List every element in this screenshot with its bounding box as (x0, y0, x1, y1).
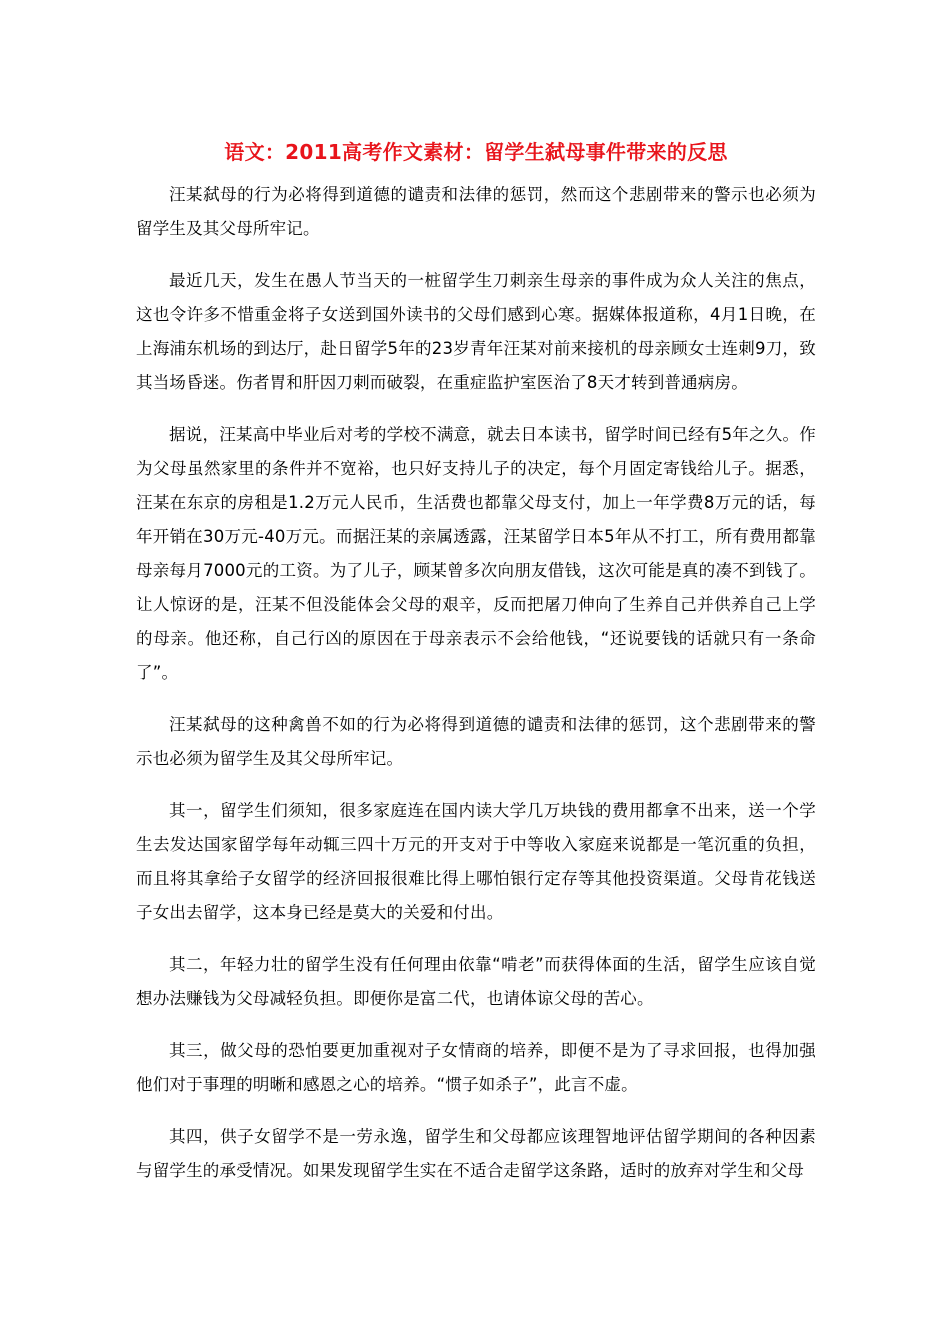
paragraph-7: 其三，做父母的恐怕要更加重视对子女情商的培养，即便不是为了寻求回报，也得加强他们对于事理的明晰和感恩之心的培养。“惯子如杀子”，此言不虚。 (136, 1041, 816, 1094)
paragraph-3: 据说，汪某高中毕业后对考的学校不满意，就去日本读书，留学时间已经有5年之久。作为父母虽然家里的条件并不宽裕，也只好支持儿子的决定，每个月固定寄钱给儿子。据悉，汪某在东京的房租是1.2万元人民币，生活费也都靠父母支付，加上一年学费8万元的话，每年开销在30万元-40万元。而据汪某的亲属透露，汪某留学日本5年从不打工，所有费用都靠母亲每月7000元的工资。为了儿子，顾某曾多次向朋友借钱，这次可能是真的凑不到钱了。让人惊讶的是，汪某不但没能体会父母的艰辛，反而把屠刀伸向了生养自己并供养自己上学的母亲。他还称，自己行凶的原因在于母亲表示不会给他钱，“还说要钱的话就只有一条命了”。 (136, 425, 816, 682)
document-title: 语文：2011高考作文素材：留学生弑母事件带来的反思 (224, 140, 728, 164)
document-page (136, 132, 816, 1206)
paragraph-4: 汪某弑母的这种禽兽不如的行为必将得到道德的谴责和法律的惩罚，这个悲剧带来的警示也必须为留学生及其父母所牢记。 (136, 715, 816, 768)
paragraph-5: 其一，留学生们须知，很多家庭连在国内读大学几万块钱的费用都拿不出来，送一个学生去发达国家留学每年动辄三四十万元的开支对于中等收入家庭来说都是一笔沉重的负担，而且将其拿给子女留学的经济回报很难比得上哪怕银行定存等其他投资渠道。父母肯花钱送子女出去留学，这本身已经是莫大的关爱和付出。 (136, 801, 816, 922)
paragraph-6: 其二，年轻力壮的留学生没有任何理由依靠“啃老”而获得体面的生活，留学生应该自觉想办法赚钱为父母减轻负担。即便你是富二代，也请体谅父母的苦心。 (136, 955, 816, 1008)
paragraph-2: 最近几天，发生在愚人节当天的一桩留学生刀刺亲生母亲的事件成为众人关注的焦点，这也令许多不惜重金将子女送到国外读书的父母们感到心寒。据媒体报道称，4月1日晚，在上海浦东机场的到达厅，赴日留学5年的23岁青年汪某对前来接机的母亲顾女士连刺9刀，致其当场昏迷。伤者胃和肝因刀刺而破裂，在重症监护室医治了8天才转到普通病房。 (136, 271, 816, 392)
paragraph-8: 其四，供子女留学不是一劳永逸，留学生和父母都应该理智地评估留学期间的各种因素与留学生的承受情况。如果发现留学生实在不适合走留学这条路，适时的放弃对学生和父母 (136, 1127, 816, 1180)
paragraph-1: 汪某弑母的行为必将得到道德的谴责和法律的惩罚，然而这个悲剧带来的警示也必须为留学生及其父母所牢记。 (136, 185, 816, 238)
